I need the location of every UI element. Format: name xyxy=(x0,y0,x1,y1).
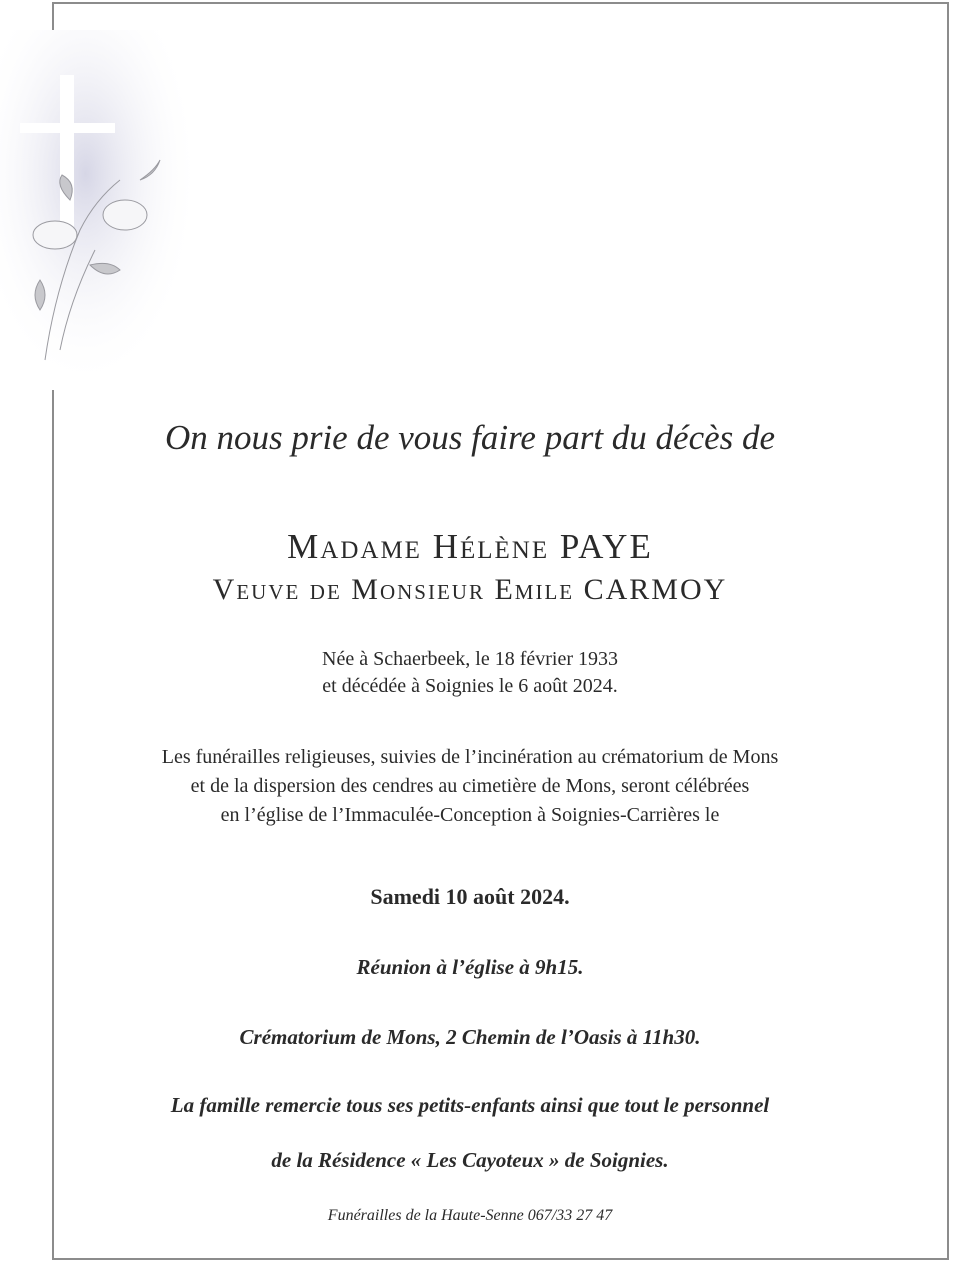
border-right xyxy=(947,2,949,1260)
thanks-line: de la Résidence « Les Cayoteux » de Soignies. xyxy=(271,1148,669,1172)
deceased-relation: Veuve de Monsieur Emile CARMOY xyxy=(212,573,728,606)
border-bottom xyxy=(53,1258,949,1260)
thanks-line: La famille remercie tous ses petits-enfants ainsi que tout le personnel xyxy=(170,1093,770,1117)
deceased-name: Madame Hélène PAYE xyxy=(287,527,653,566)
ceremony-line: et de la dispersion des cendres au cimetière de Mons, seront célébrées xyxy=(190,775,750,797)
ceremony-line: en l’église de l’Immaculée-Conception à Soignies-Carrières le xyxy=(220,804,720,826)
ceremony-date: Samedi 10 août 2024. xyxy=(370,884,570,909)
ceremony-line: Les funérailles religieuses, suivies de l’incinération au crématorium de Mons xyxy=(161,746,779,768)
meeting-time: Réunion à l’église à 9h15. xyxy=(356,955,584,979)
border-top xyxy=(53,2,949,4)
crematorium-info: Crématorium de Mons, 2 Chemin de l’Oasis à 11h30. xyxy=(239,1025,701,1049)
cross-lily-illustration xyxy=(0,30,190,390)
funeral-home-footer: Funérailles de la Haute-Senne 067/33 27 47 xyxy=(327,1207,613,1224)
announcement-intro: On nous prie de vous faire part du décès de xyxy=(164,418,776,457)
death-line: et décédée à Soignies le 6 août 2024. xyxy=(322,675,618,697)
birth-line: Née à Schaerbeek, le 18 février 1933 xyxy=(322,648,618,670)
border-left-top xyxy=(52,2,54,30)
